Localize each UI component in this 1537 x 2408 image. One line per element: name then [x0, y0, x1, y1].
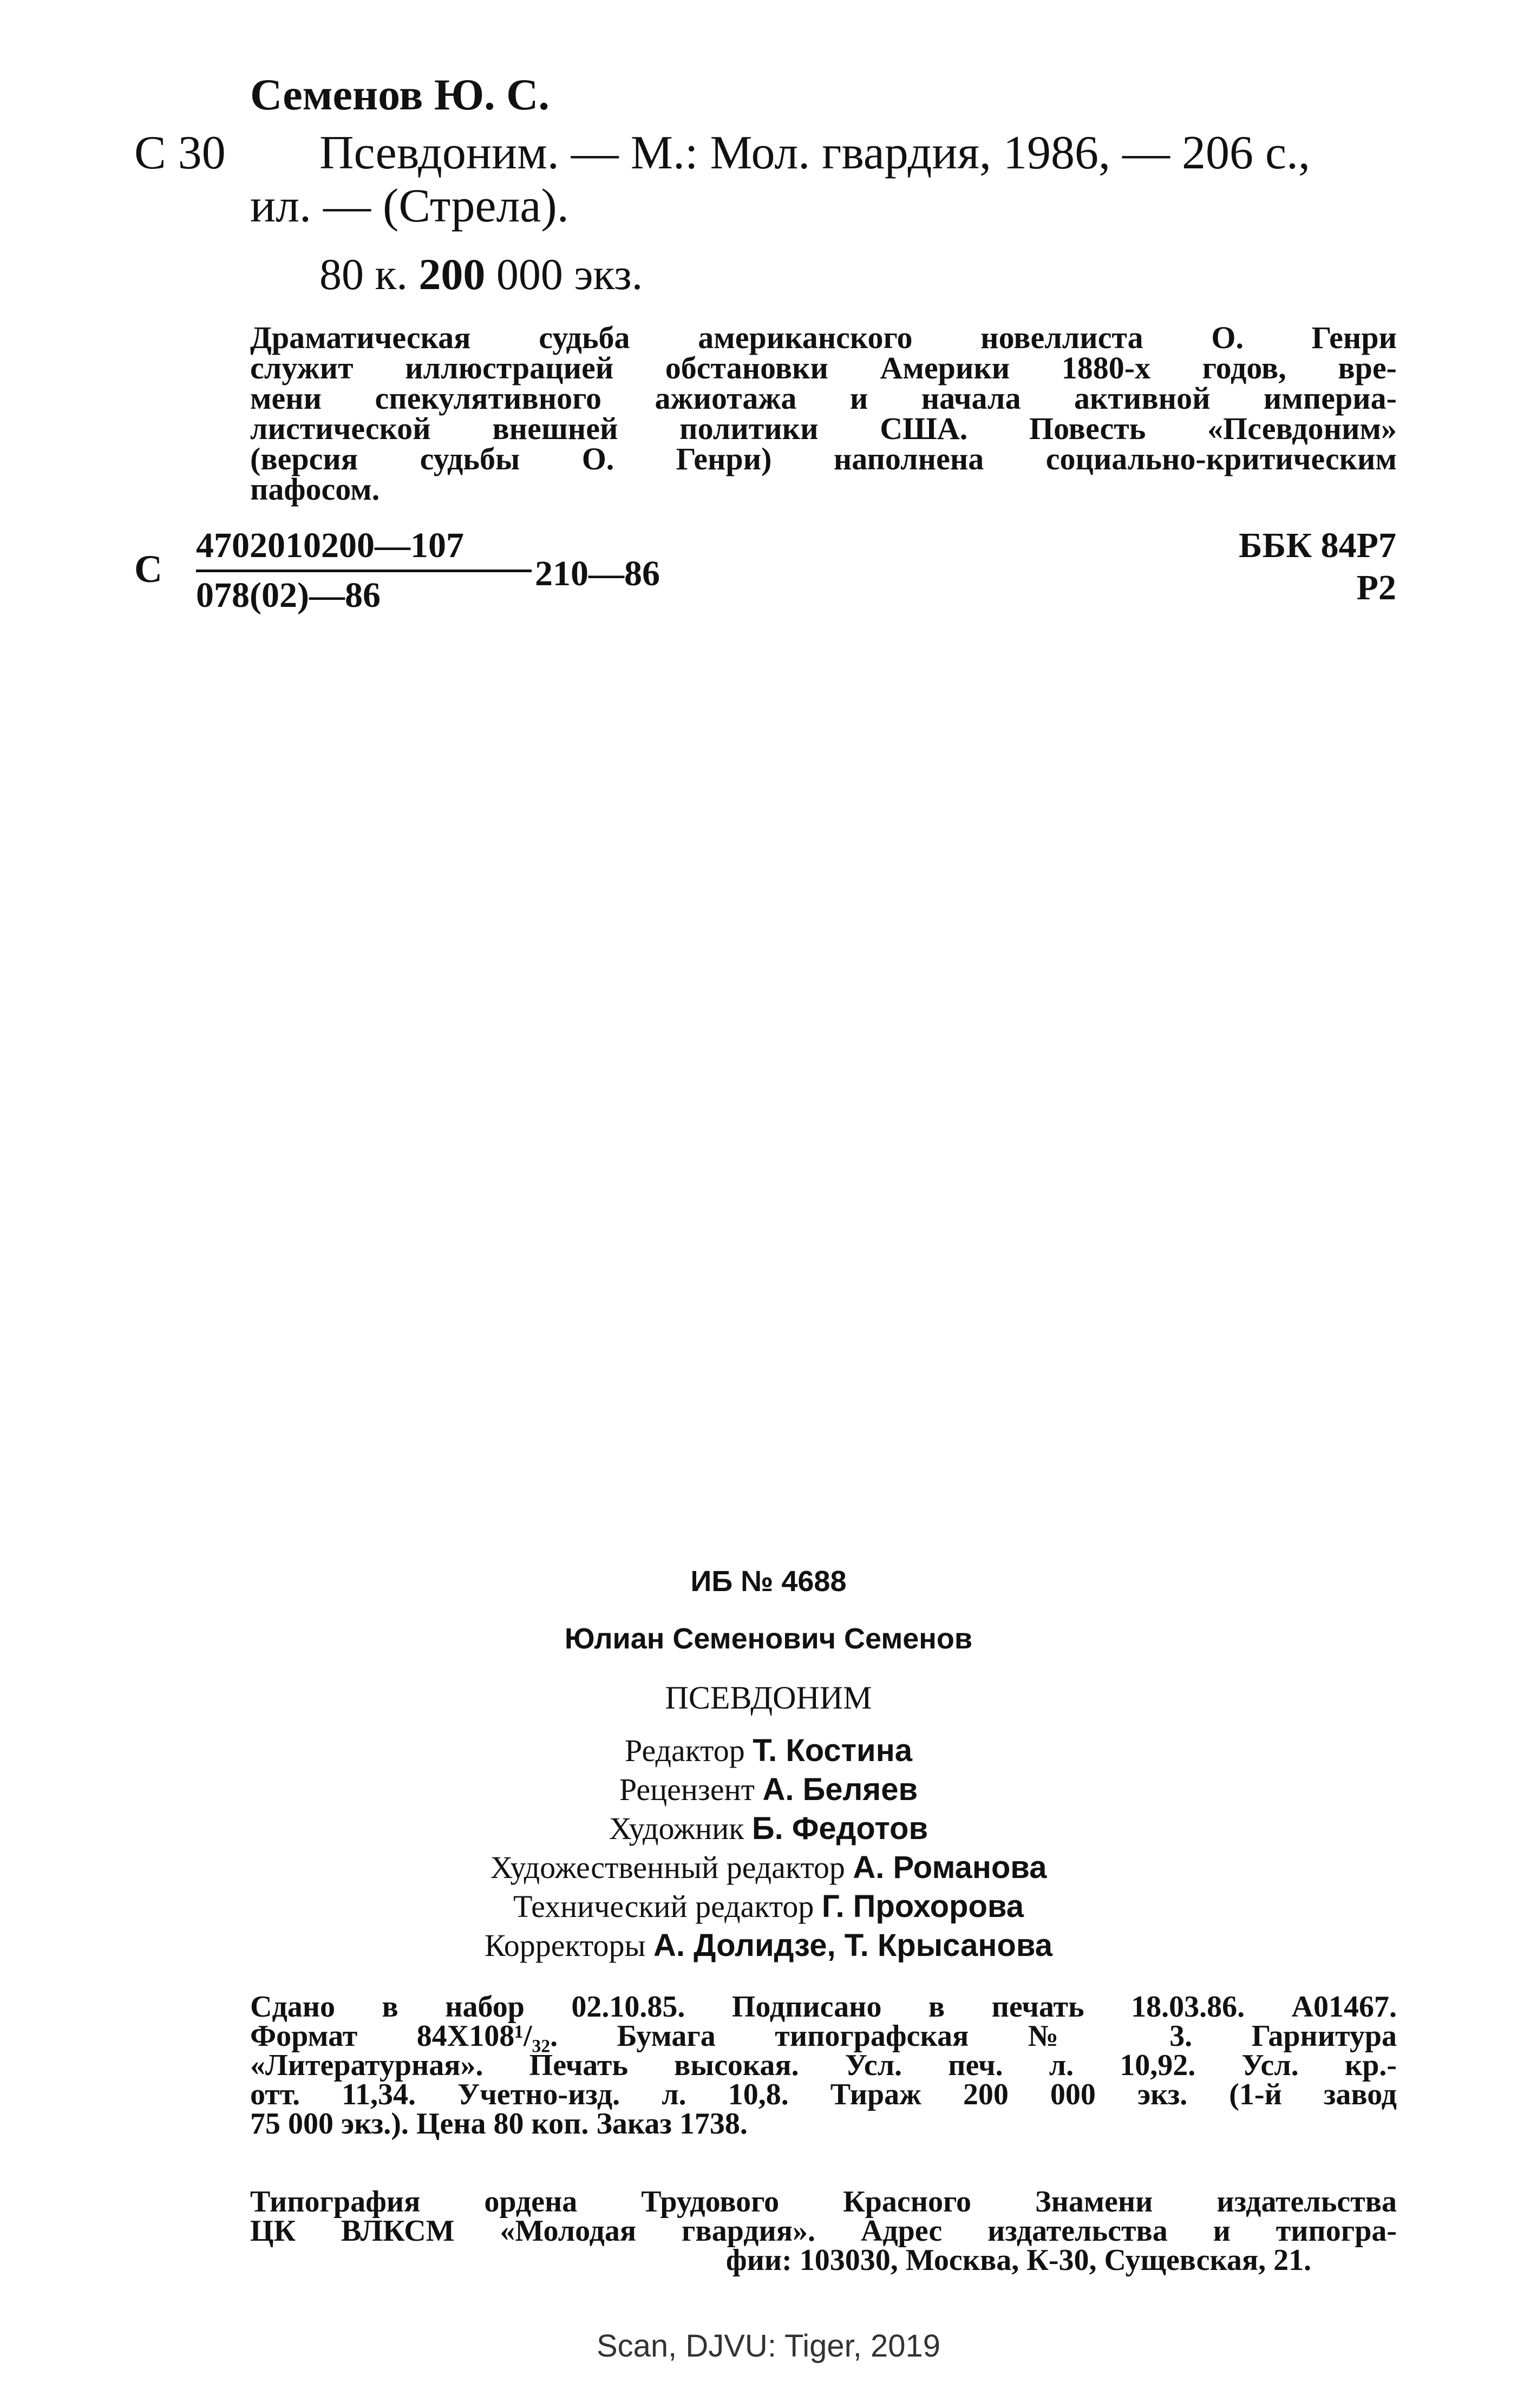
annotation-line: служит иллюстрацией обстановки Америки 1880-х годов, вре- — [250, 350, 1397, 385]
credit-person: А. Романова — [853, 1850, 1047, 1885]
annotation-line: Драматическая судьба американского новеллиста О. Генри — [250, 320, 1397, 355]
title-line-1: Псевдоним. — М.: Мол. гвардия, 1986, — 206 с., — [319, 127, 1311, 179]
catalog-numerator: 4702010200—107 — [196, 526, 464, 565]
credit-person: А. Беляев — [762, 1772, 918, 1807]
credit-line — [0, 1810, 1537, 1847]
catalog-fraction-line — [196, 570, 532, 572]
credit-line — [0, 1927, 1537, 1964]
credit-person: Б. Федотов — [751, 1811, 928, 1846]
book-title: ПСЕВДОНИМ — [665, 1680, 872, 1716]
credit-role: Художественный редактор — [490, 1850, 845, 1885]
catalog-code: С 30 — [134, 127, 226, 179]
print-details-line: «Литературная». Печать высокая. Усл. печ. л. 10,92. Усл. кр.- — [250, 2049, 1397, 2082]
credit-line — [0, 1771, 1537, 1808]
typography-line: Типография ордена Трудового Красного Знамени издательства — [250, 2185, 1397, 2219]
catalog-letter: С — [134, 547, 162, 591]
catalog-denominator: 078(02)—86 — [196, 575, 381, 615]
credit-person: Т. Костина — [753, 1733, 913, 1768]
typography-paragraph — [250, 2185, 1397, 2277]
credit-role: Технический редактор — [513, 1889, 814, 1924]
credit-role: Редактор — [624, 1733, 745, 1768]
bbk-code: ББК 84Р7 — [1239, 526, 1396, 565]
scan-credit: Scan, DJVU: Tiger, 2019 — [596, 2328, 941, 2364]
annotation-paragraph — [250, 320, 1397, 507]
credit-line — [0, 1849, 1537, 1886]
title-line-2: ил. — (Стрела). — [250, 180, 569, 232]
price-run: 200 — [418, 250, 486, 299]
credit-role: Корректоры — [484, 1928, 646, 1963]
credit-role: Рецензент — [619, 1772, 755, 1807]
annotation-line: пафосом. — [250, 472, 380, 507]
ib-number: ИБ № 4688 — [690, 1565, 847, 1598]
bbk-code-2: Р2 — [1356, 568, 1396, 607]
print-details-line: Сдано в набор 02.10.85. Подписано в печать 18.03.86. А01467. — [250, 1990, 1397, 2024]
price-line — [319, 249, 643, 300]
annotation-line: (версия судьбы О. Генри) наполнена социально-критическим — [250, 441, 1397, 476]
price-prefix: 80 к. — [319, 250, 408, 299]
annotation-line: мени спекулятивного ажиотажа и начала активной империа- — [250, 381, 1397, 416]
print-details-paragraph — [250, 1990, 1397, 2141]
typography-line: фии: 103030, Москва, К-30, Сущевская, 21. — [725, 2243, 1312, 2277]
credit-line — [0, 1888, 1537, 1925]
print-details-line: Формат 84Х108¹/₃₂. Бумага типографская № 3. Гарнитура — [250, 2019, 1397, 2053]
credit-person: А. Долидзе, Т. Крысанова — [653, 1928, 1053, 1963]
typography-line: ЦК ВЛКСМ «Молодая гвардия». Адрес издательства и типогра- — [250, 2214, 1397, 2248]
author-full-name: Юлиан Семенович Семенов — [564, 1622, 973, 1655]
catalog-right-code: 210—86 — [535, 554, 660, 593]
print-details-line: отт. 11,34. Учетно-изд. л. 10,8. Тираж 200 000 экз. (1-й завод — [250, 2078, 1397, 2111]
price-suffix: 000 экз. — [496, 250, 643, 299]
credit-person: Г. Прохорова — [821, 1889, 1024, 1924]
credit-role: Художник — [609, 1811, 744, 1846]
credit-line — [0, 1732, 1537, 1769]
annotation-line: листической внешней политики США. Повесть «Псевдоним» — [250, 411, 1397, 446]
print-details-line: 75 000 экз.). Цена 80 коп. Заказ 1738. — [250, 2107, 748, 2141]
author-heading: Семенов Ю. С. — [250, 70, 550, 119]
